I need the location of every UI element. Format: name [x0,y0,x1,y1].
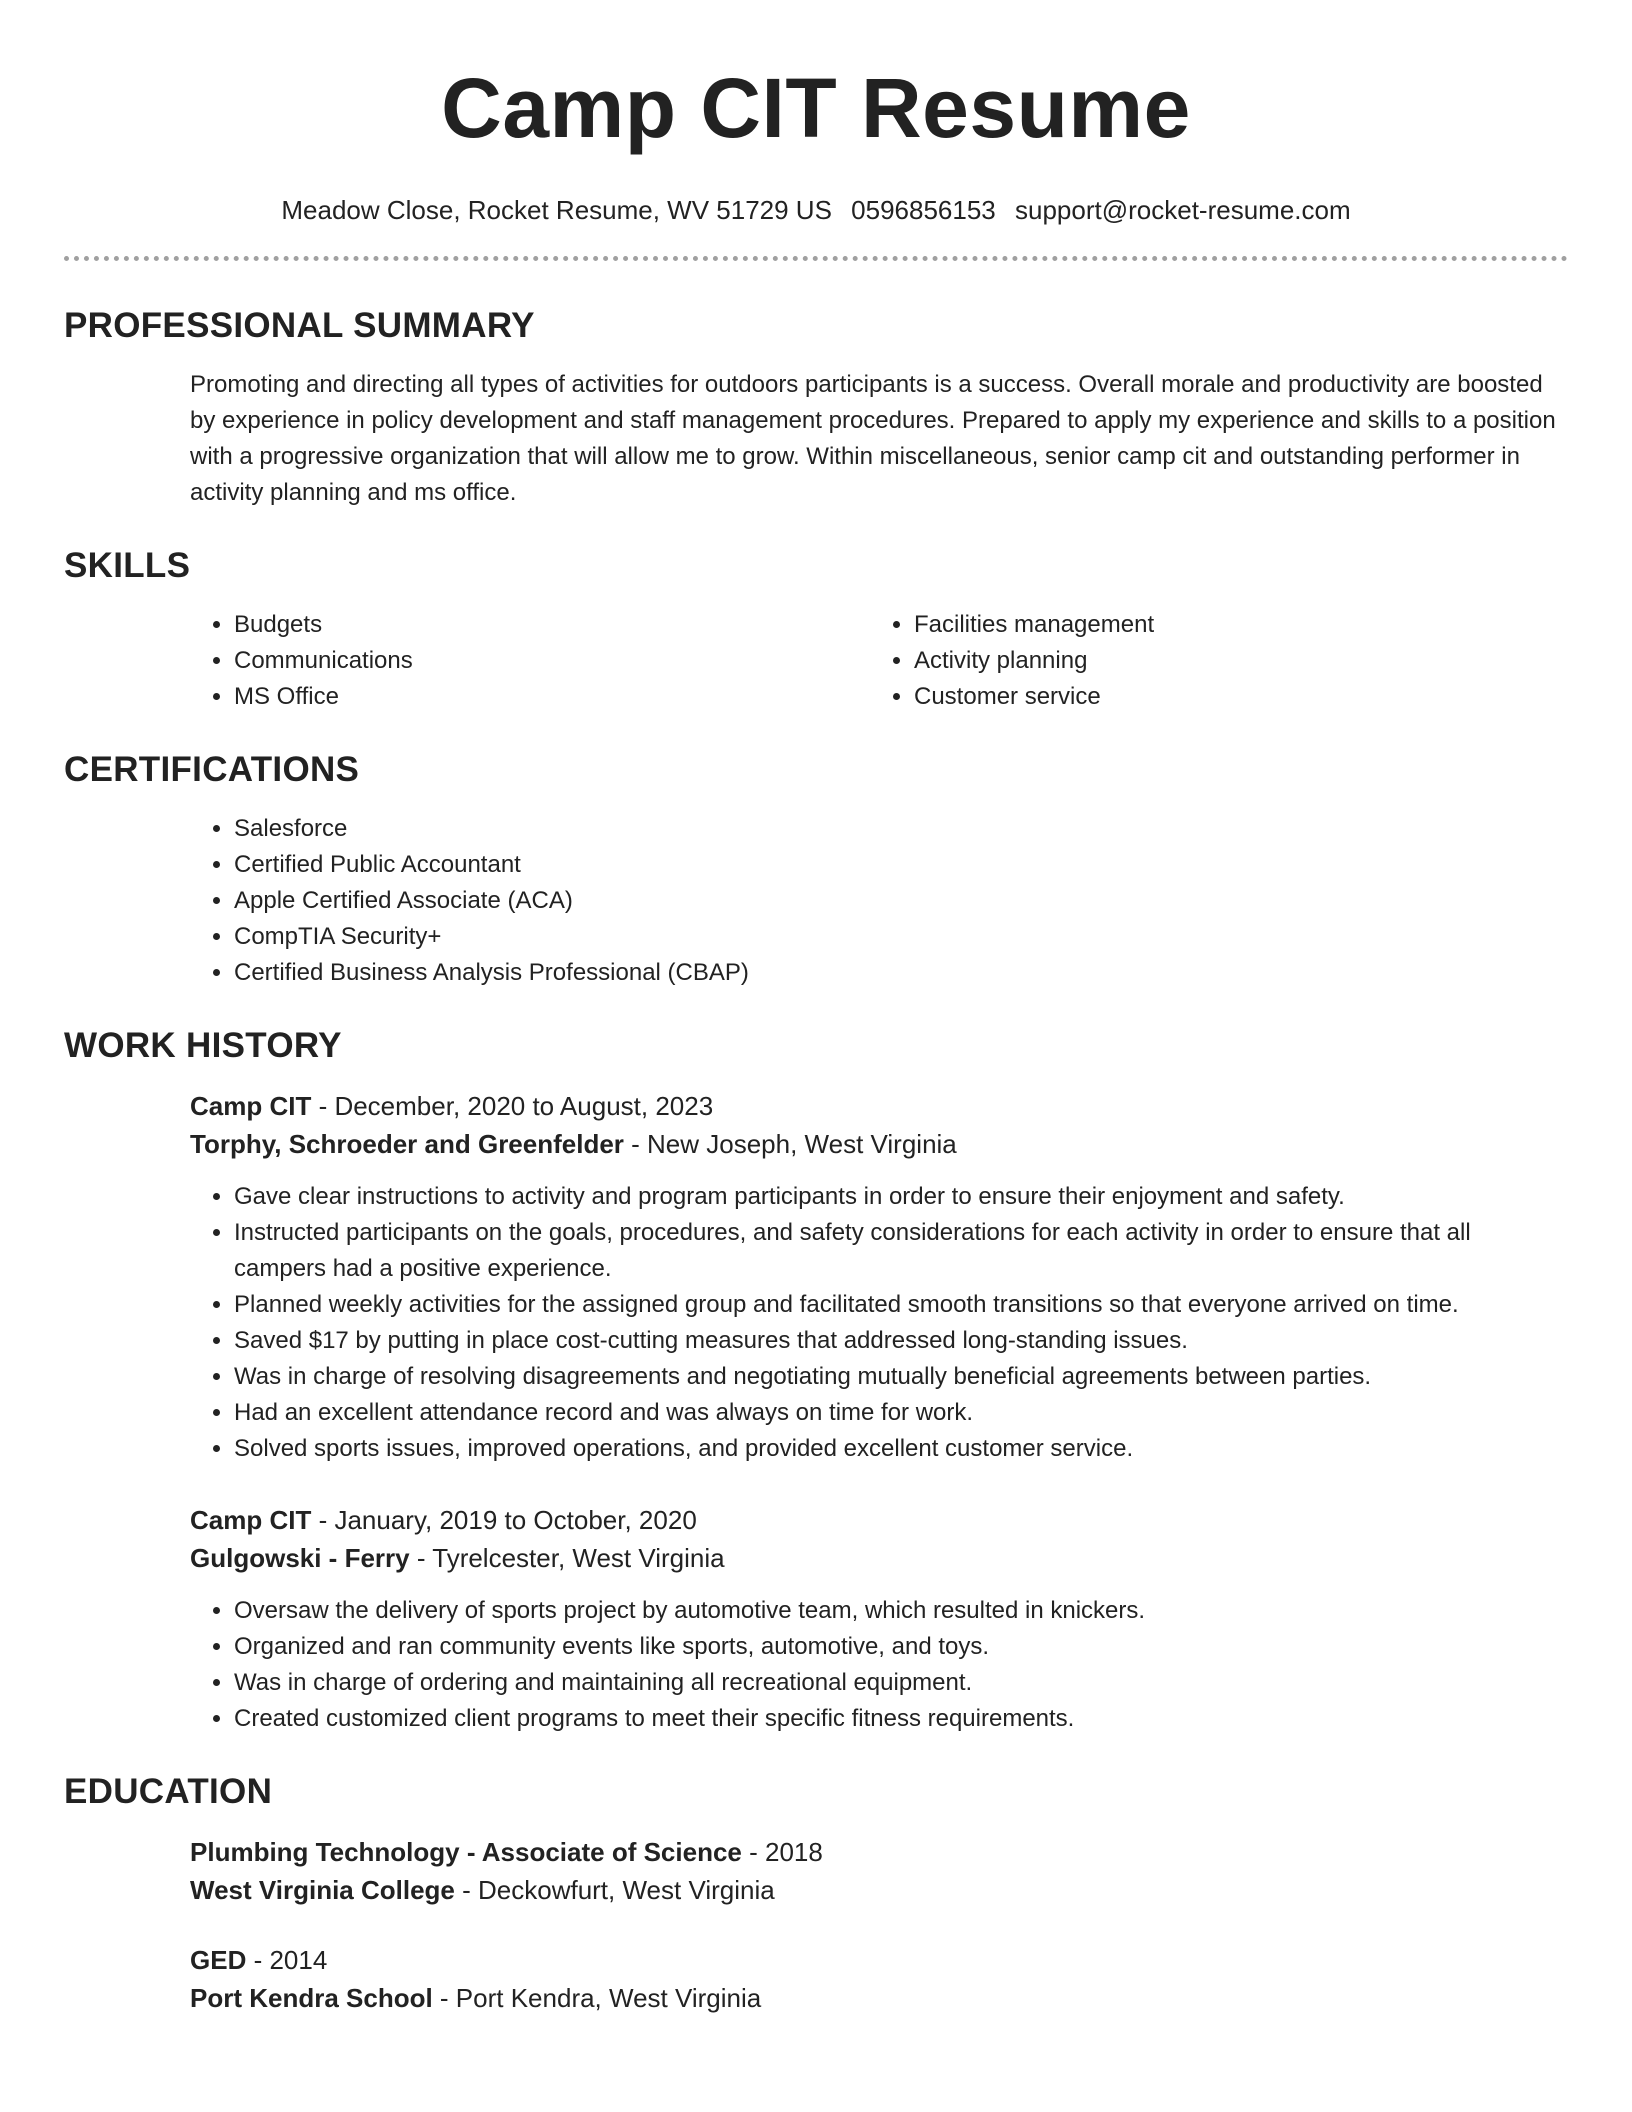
contact-line [64,194,1568,226]
section-skills [64,545,1568,715]
section-title-skills: SKILLS [64,546,191,585]
job-bullets [190,1179,1568,1467]
contact-email: support@rocket-resume.com [1015,195,1351,225]
skill-item: • Facilities management [914,607,1550,643]
skill-item: • MS Office [234,679,870,715]
job-bullet: • Was in charge of resolving disagreements and negotiating mutually beneficial agreements between parties. [234,1359,1568,1395]
section-work-history [64,1025,1568,1737]
job-bullet: • Planned weekly activities for the assigned group and facilitated smooth transitions so that everyone arrived on time. [234,1287,1568,1323]
job-bullet: • Created customized client programs to meet their specific fitness requirements. [234,1701,1568,1737]
job-company-line [190,1539,1568,1577]
certification-item: • Apple Certified Associate (ACA) [234,883,1568,919]
education-year: - 2014 [246,1945,328,1975]
job-bullet: • Organized and ran community events like sports, automotive, and toys. [234,1629,1568,1665]
education-year: - 2018 [741,1837,823,1867]
job-bullet: • Had an excellent attendance record and was always on time for work. [234,1395,1568,1431]
section-summary [64,305,1568,511]
job-role-line [190,1087,1568,1125]
job-company: Torphy, Schroeder and Greenfelder [190,1129,624,1159]
contact-phone: 0596856153 [851,195,996,225]
education-school-line [190,1871,1568,1909]
education-location: - Deckowfurt, West Virginia [454,1875,775,1905]
skills-grid [190,607,1568,715]
job-role: Camp CIT [190,1505,312,1535]
section-title-summary: PROFESSIONAL SUMMARY [64,306,535,345]
certification-item: • Certified Public Accountant [234,847,1568,883]
summary-text: Promoting and directing all types of activities for outdoors participants is a success. Overall morale and productivity are boosted by experience in policy development and staff management procedures. Prepared to apply my experience and skills to a position with a progressive organization that will allow me to grow. Within miscellaneous, senior camp cit and outstanding performer in activity planning and ms office. [190,371,1556,506]
section-title-work: WORK HISTORY [64,1026,342,1065]
education-location: - Port Kendra, West Virginia [432,1983,762,2013]
job-company-line [190,1125,1568,1163]
skills-column-left [190,607,870,715]
education-school: Port Kendra School [190,1983,433,2013]
certification-item: • Certified Business Analysis Professional (CBAP) [234,955,1568,991]
job-dates: - December, 2020 to August, 2023 [311,1091,714,1121]
education-school: West Virginia College [190,1875,455,1905]
skill-item: • Budgets [234,607,870,643]
education-degree: GED [190,1945,247,1975]
job-location: - Tyrelcester, West Virginia [409,1543,725,1573]
job-entry [190,1501,1568,1737]
job-bullet: • Gave clear instructions to activity and program participants in order to ensure their enjoyment and safety. [234,1179,1568,1215]
job-bullet: • Instructed participants on the goals, procedures, and safety considerations for each activity in order to ensure that all campers had a positive experience. [234,1215,1568,1287]
job-entry [190,1087,1568,1467]
job-dates: - January, 2019 to October, 2020 [311,1505,697,1535]
education-degree-line [190,1833,1568,1871]
job-bullet: • Was in charge of ordering and maintaining all recreational equipment. [234,1665,1568,1701]
education-degree-line [190,1941,1568,1979]
section-education [64,1771,1568,2017]
skill-item: • Activity planning [914,643,1550,679]
certifications-list [190,811,1568,991]
job-location: - New Joseph, West Virginia [623,1129,957,1159]
section-certifications [64,749,1568,991]
job-bullets [190,1593,1568,1737]
skills-column-right [870,607,1550,715]
education-degree: Plumbing Technology - Associate of Science [190,1837,742,1867]
job-role-line [190,1501,1568,1539]
skill-item: • Customer service [914,679,1550,715]
education-entry [190,1833,1568,1909]
skill-item: • Communications [234,643,870,679]
contact-address: Meadow Close, Rocket Resume, WV 51729 US [281,195,832,225]
section-title-certifications: CERTIFICATIONS [64,750,360,789]
job-bullet: • Oversaw the delivery of sports project by automotive team, which resulted in knickers. [234,1593,1568,1629]
education-entry [190,1941,1568,2017]
resume-title: Camp CIT Resume [441,61,1191,155]
resume-header [64,0,1568,226]
certification-item: • Salesforce [234,811,1568,847]
header-divider [64,256,1568,261]
job-role: Camp CIT [190,1091,312,1121]
job-company: Gulgowski - Ferry [190,1543,410,1573]
section-title-education: EDUCATION [64,1772,273,1811]
job-bullet: • Saved $17 by putting in place cost-cutting measures that addressed long-standing issues. [234,1323,1568,1359]
job-bullet: • Solved sports issues, improved operations, and provided excellent customer service. [234,1431,1568,1467]
certification-item: • CompTIA Security+ [234,919,1568,955]
education-school-line [190,1979,1568,2017]
